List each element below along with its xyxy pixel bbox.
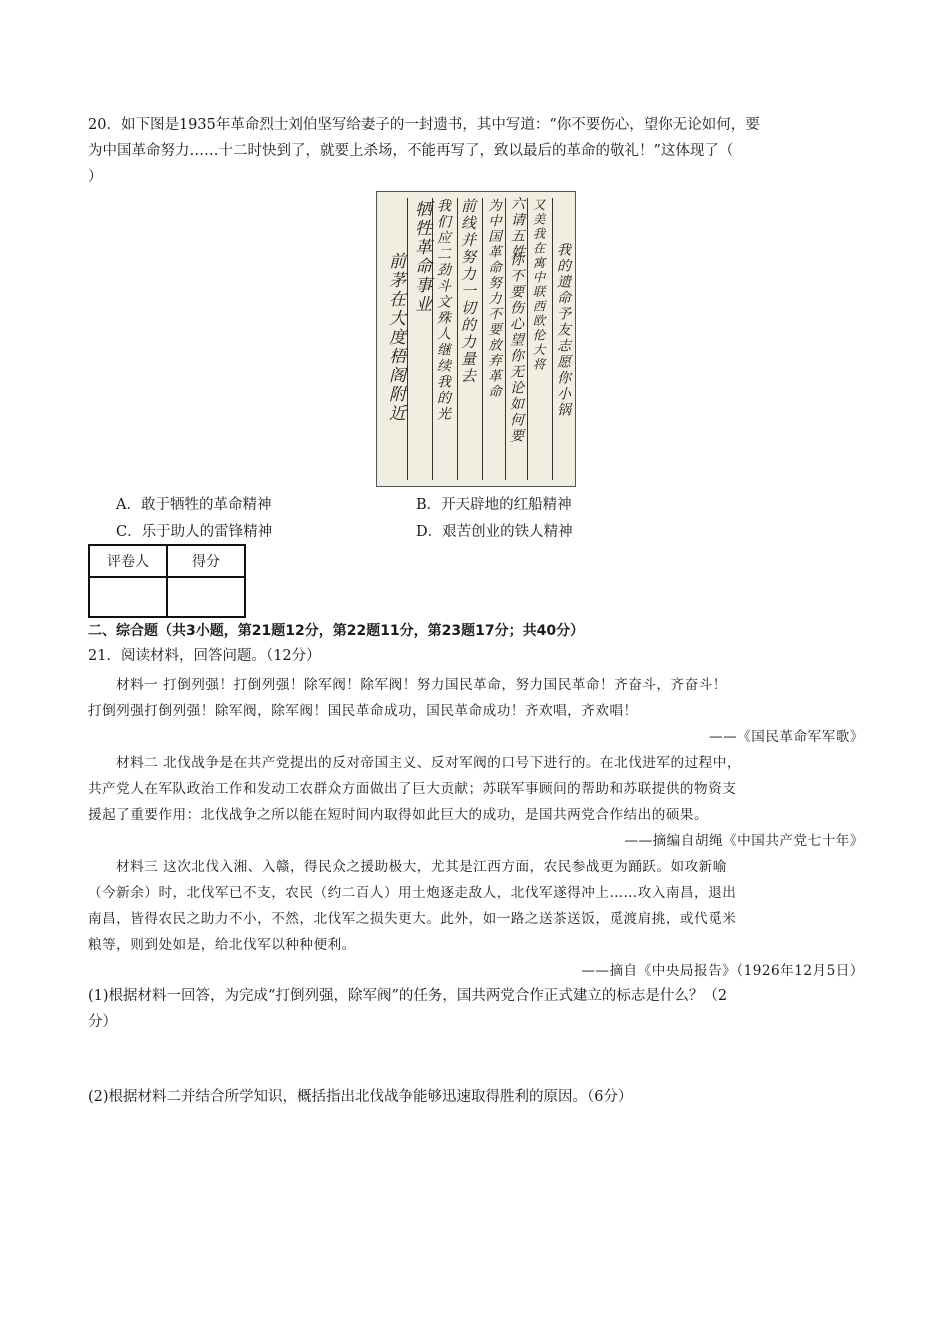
score-header-points: 得分: [167, 545, 245, 577]
score-header-grader: 评卷人: [89, 545, 167, 577]
option-c: C．乐于助人的雷锋精神: [116, 524, 273, 540]
letter-column: 又美我在寓中联西欧伦大将: [531, 198, 546, 372]
letter-rule: [527, 198, 528, 480]
letter-image: [376, 191, 576, 487]
q20-stem: [88, 112, 878, 190]
material1-line1: 材料一 打倒列强！打倒列强！除军阀！除军阀！努力国民革命，努力国民革命！齐奋斗，齐奋斗！: [116, 677, 727, 693]
letter-column: 你不要伤心望你无论如何要: [508, 252, 524, 444]
material1-source: ——《国民革命军军歌》: [708, 729, 864, 745]
material3-line3: 南昌，皆得农民之助力不小，不然，北伐军之损失更大。此外，如一路之送茶送饭，觅渡肩挑，或代觅米: [88, 911, 737, 927]
option-b: B．开天辟地的红船精神: [416, 497, 572, 513]
material3-line4: 粮等，则到处如是，给北伐军以种种便利。: [88, 937, 356, 953]
material2-line2: 共产党人在军队政治工作和发动工农群众方面做出了巨大贡献；苏联军事顾问的帮助和苏联提供的物资支: [88, 781, 737, 797]
material2-line3: 援起了重要作用：北伐战争之所以能在短时间内取得如此巨大的成功，是国共两党合作结出的硕果。: [88, 807, 709, 823]
material2-source: ——摘编自胡绳《中国共产党七十年》: [624, 833, 864, 849]
letter-column: 六请五姓: [509, 196, 525, 260]
letter-column: 我的遗命予友志愿你小锅: [555, 242, 571, 418]
material3-line1: 材料三 这次北伐入湘、入赣，得民众之援助极大，尤其是江西方面，农民参战更为踊跃。如攻新喻: [116, 859, 727, 875]
material3-line2: （今新余）时，北伐军已不支，农民（约二百人）用土炮逐走敌人，北伐军遂得冲上……攻入南昌，退出: [88, 885, 737, 901]
q21-materials: [88, 672, 864, 984]
q20-line1: 20．如下图是1935年革命烈士刘伯坚写给妻子的一封遗书，其中写道：“你不要伤心，望你无论如何，要: [88, 117, 760, 133]
section-heading: 二、综合题（共3小题，第21题12分，第22题11分，第23题17分；共40分）: [88, 623, 585, 639]
option-d: D．艰苦创业的铁人精神: [416, 524, 573, 540]
letter-column: 我们应二劲斗文殊人继续我的光: [435, 198, 451, 422]
option-a: A．敢于牺牲的革命精神: [116, 497, 272, 513]
score-cell-points[interactable]: [167, 577, 245, 617]
letter-column: 前茅在大度梧阁附近: [385, 252, 405, 423]
q20-line3: ）: [88, 169, 103, 185]
material3-source: ——摘自《中央局报告》（1926年12月5日）: [581, 963, 864, 979]
material2-line1: 材料二 北伐战争是在共产党提出的反对帝国主义、反对军阀的口号下进行的。在北伐进军的过程中，: [116, 755, 741, 771]
q20-line2: 为中国革命努力……十二时快到了，就要上杀场，不能再写了，致以最后的革命的敬礼！”这体现了（: [88, 143, 734, 159]
q21-stem: 21．阅读材料，回答问题。（12分）: [88, 648, 321, 664]
q21-sub1-line2: 分）: [88, 1014, 117, 1030]
q21-sub1-line1: (1)根据材料一回答，为完成“打倒列强，除军阀”的任务，国共两党合作正式建立的标志是什么？（2: [88, 988, 728, 1004]
q21-sub2: (2)根据材料二并结合所学知识，概括指出北伐战争能够迅速取得胜利的原因。（6分）: [88, 1089, 633, 1105]
score-cell-grader[interactable]: [89, 577, 167, 617]
letter-column: 为中国革命努力不要放弃革命: [485, 198, 501, 400]
material1-line2: 打倒列强打倒列强！除军阀，除军阀！国民革命成功，国民革命成功！齐欢唱，齐欢唱！: [88, 703, 638, 719]
letter-column: 牺牲革命事业: [411, 200, 431, 314]
letter-column: 前线并努力一切的力量去: [459, 198, 477, 385]
q21-sub1: [88, 983, 868, 1035]
score-table: [88, 544, 246, 618]
